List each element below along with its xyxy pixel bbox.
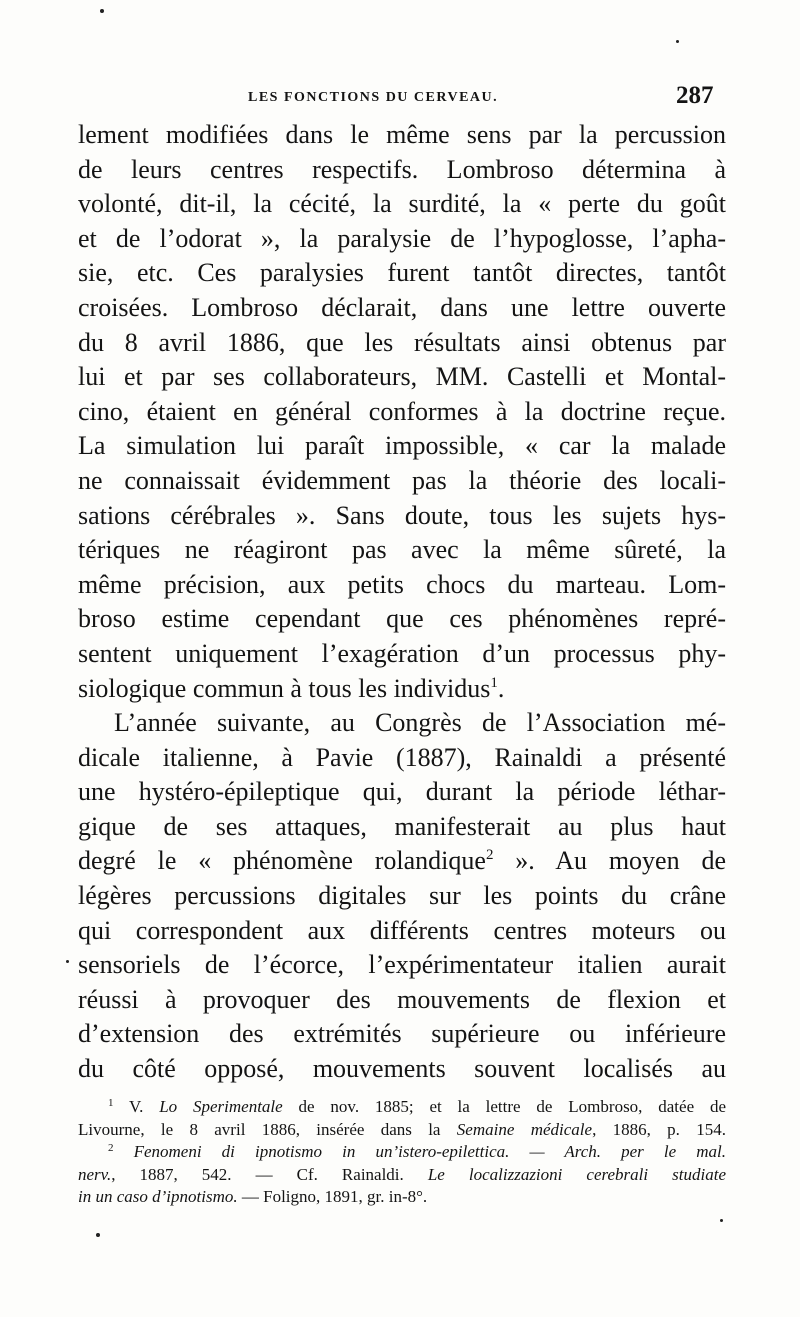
text-line: lui et par ses collaborateurs, MM. Castelli et Montal- <box>78 362 726 392</box>
footnote-1-mark: 1 <box>108 1097 114 1109</box>
paragraph-end-line <box>78 672 726 707</box>
footnote-title: Fenomeni di ipnotismo in un’istero-epilettica. — Arch. per le mal. <box>113 1142 726 1161</box>
text-line: légères percussions digitales sur les points du crâne <box>78 881 726 911</box>
text-line: cino, étaient en général conformes à la doctrine reçue. <box>78 396 726 426</box>
main-text <box>78 118 726 1087</box>
footnote-journal: Lo Sperimentale <box>159 1097 283 1116</box>
footnote-text: , 1887, 542. — Cf. Rainaldi. <box>111 1164 428 1184</box>
text-line: même précision, aux petits chocs du marteau. Lom- <box>78 569 726 599</box>
text-line: du côté opposé, mouvements souvent localisés au <box>78 1054 726 1084</box>
footnote-2-mark: 2 <box>108 1142 114 1154</box>
text-line: sensoriels de l’écorce, l’expérimentateur italien aurait <box>78 950 726 980</box>
footnote-text: V. <box>113 1097 160 1116</box>
footnote-ref-1: 1 <box>490 674 498 691</box>
footnote-1-line <box>78 1096 726 1119</box>
text-line-with-note <box>78 844 726 879</box>
footnote-title: in un caso d’ipnotismo. <box>78 1187 238 1206</box>
text-line: et de l’odorat », la paralysie de l’hypoglosse, l’apha- <box>78 223 726 253</box>
text-line-content: siologique commun à tous les individus <box>78 673 491 703</box>
text-line: La simulation lui paraît impossible, « car la malade <box>78 431 726 461</box>
footnote-2-line <box>78 1141 726 1164</box>
running-title: LES FONCTIONS DU CERVEAU. <box>248 90 499 105</box>
footnote-journal: Semaine médicale <box>456 1119 593 1139</box>
paper-speck <box>66 960 69 963</box>
footnote-text: , 1886, p. 154. <box>592 1119 726 1139</box>
line-end-punct: . <box>497 673 505 703</box>
text-line: croisées. Lombroso déclarait, dans une lettre ouverte <box>78 292 726 322</box>
text-line: qui correspondent aux différents centres moteurs ou <box>78 915 726 945</box>
text-line: sie, etc. Ces paralysies furent tantôt directes, tantôt <box>78 258 726 288</box>
text-line: lement modifiées dans le même sens par la percussion <box>78 120 726 149</box>
paper-speck <box>676 40 679 43</box>
text-line: broso estime cependant que ces phénomènes repré- <box>78 604 726 634</box>
text-line-tail: ». Au moyen de <box>493 846 726 876</box>
text-line-content: degré le « phénomène rolandique <box>78 846 486 876</box>
text-line: une hystéro-épileptique qui, durant la période léthar- <box>78 777 726 807</box>
paper-speck <box>96 1233 100 1237</box>
footnote-2-line <box>78 1186 726 1209</box>
text-line: gique de ses attaques, manifesterait au plus haut <box>78 811 726 841</box>
page-number: 287 <box>676 82 714 109</box>
text-line: ne connaissait évidemment pas la théorie des locali- <box>78 465 726 495</box>
footnote-text: — Foligno, 1891, gr. in-8°. <box>237 1187 428 1206</box>
text-line: dicale italienne, à Pavie (1887), Rainaldi a présenté <box>78 742 726 772</box>
text-line: tériques ne réagiront pas avec la même sûreté, la <box>78 535 726 565</box>
footnote-text: de nov. 1885; et la lettre de Lombroso, datée de <box>282 1097 727 1116</box>
footnote-title: Le localizzazioni cerebrali studiate <box>427 1164 726 1184</box>
paragraph-start-line: L’année suivante, au Congrès de l’Association mé- <box>114 708 726 738</box>
footnotes <box>78 1096 726 1209</box>
text-line: réussi à provoquer des mouvements de flexion et <box>78 984 726 1014</box>
text-line: sations cérébrales ». Sans doute, tous les sujets hys- <box>78 500 726 530</box>
paper-speck <box>100 9 104 13</box>
paper-speck <box>720 1219 723 1222</box>
text-line: d’extension des extrémités supérieure ou inférieure <box>78 1019 726 1049</box>
footnote-2-line <box>78 1164 726 1187</box>
text-line: volonté, dit-il, la cécité, la surdité, la « perte du goût <box>78 189 726 219</box>
footnote-text: Livourne, le 8 avril 1886, insérée dans la <box>78 1119 457 1139</box>
text-line: sentent uniquement l’exagération d’un processus phy- <box>78 638 726 668</box>
footnote-1-line <box>78 1119 726 1142</box>
text-line: de leurs centres respectifs. Lombroso détermina à <box>78 154 726 184</box>
footnote-title: nerv. <box>78 1164 112 1184</box>
footnote-ref-2: 2 <box>485 847 494 864</box>
text-line: du 8 avril 1886, que les résultats ainsi obtenus par <box>78 327 726 357</box>
